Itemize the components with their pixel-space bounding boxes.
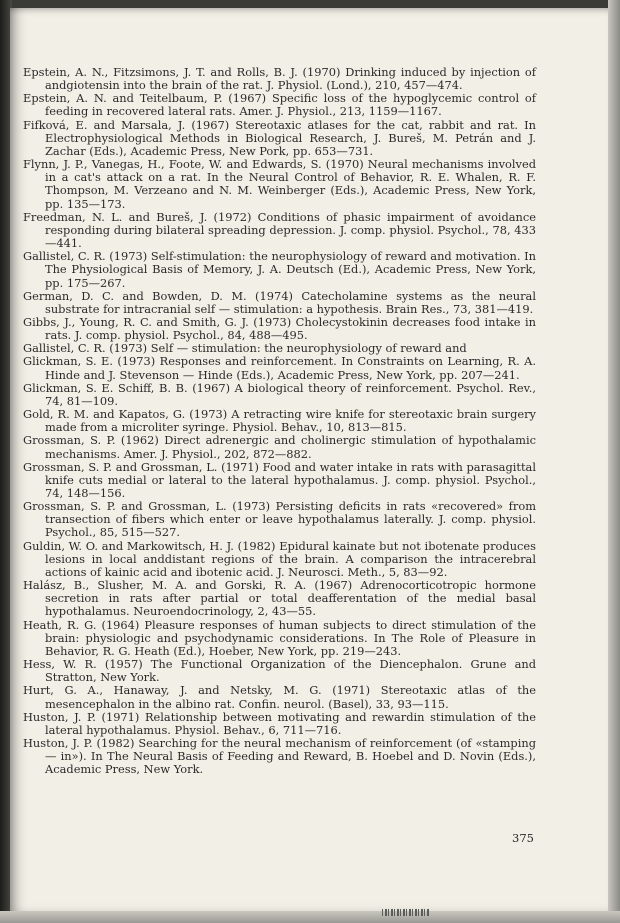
reference-list	[23, 66, 536, 776]
reference-entry: Grossman, S. P. and Grossman, L. (1971) Food and water intake in rats with parasagittal knife cuts medial or lateral to the lateral hypothalamus. J. comp. physiol. Psychol., 74, 148—156.	[23, 459, 536, 500]
reference-entry: Huston, J. P. (1971) Relationship between motivating and rewardin stimulation of the lateral hypothalamus. Physiol. Behav., 6, 711—716.	[23, 709, 536, 737]
reference-entry: Glickman, S. E. Schiff, B. B. (1967) A biological theory of reinforcement. Psychol. Rev., 74, 81—109.	[23, 380, 536, 408]
page-number: 375	[512, 831, 534, 845]
reference-entry: Gibbs, J., Young, R. C. and Smith, G. J. (1973) Cholecystokinin decreases food intake in rats. J. comp. physiol. Psychol., 84, 488—495.	[23, 314, 536, 343]
reference-entry: Grossman, S. P. (1962) Direct adrenergic and cholinergic stimulation of hypothalamic mechanisms. Amer. J. Physiol., 202, 872—882.	[23, 433, 536, 461]
reference-entry: Glickman, S. E. (1973) Responses and reinforcement. In Constraints on Learning, R. A. Hinde and J. Stevenson — Hinde (Eds.), Academic Press, New York, pp. 207—241.	[23, 354, 536, 382]
reference-entry: Halász, B., Slusher, M. A. and Gorski, R. A. (1967) Adrenocorticotropic hormone secretion in rats after partial or total deafferentation of the medial basal hypothalamus. Neuroendocrinology, 2, 43—55.	[23, 578, 536, 619]
reference-entry: Epstein, A. N. and Teitelbaum, P. (1967) Specific loss of the hypoglycemic control of feeding in recovered lateral rats. Amer. J. Physiol., 213, 1159—1167.	[23, 91, 536, 119]
reference-entry: Heath, R. G. (1964) Pleasure responses of human subjects to direct stimulation of the brain: physiologic and psychodynamic considerations. In The Role of Pleasure in Behavior, R. G. Heath (Ed.), Hoeber, New York, pp. 219—243.	[23, 617, 536, 658]
page-bottom-edge	[0, 911, 620, 923]
reference-entry: Hess, W. R. (1957) The Functional Organization of the Diencephalon. Grune and Stratton, New York.	[23, 657, 536, 685]
reference-entry: German, D. C. and Bowden, D. M. (1974) Catecholamine systems as the neural substrate for intracranial self — stimulation: a hypothesis. Brain Res., 73, 381—419.	[23, 288, 536, 316]
reference-entry: Freedman, N. L. and Bureš, J. (1972) Conditions of phasic impairment of avoidance responding during bilateral spreading depression. J. comp. physiol. Psychol., 78, 433—441.	[23, 209, 536, 251]
reference-entry: Grossman, S. P. and Grossman, L. (1973) Persisting deficits in rats «recovered» from transection of fibers which enter or leave hypothalamus laterally. J. comp. physiol. Psychol., 85, 515—527.	[23, 499, 536, 540]
page-right-edge	[608, 0, 620, 923]
reference-entry: Gallistel, C. R. (1973) Self — stimulation: the neurophysiology of reward and	[23, 341, 467, 356]
barcode-strip	[382, 909, 430, 916]
reference-entry: Flynn, J. P., Vanegas, H., Foote, W. and Edwards, S. (1970) Neural mechanisms involved in a cat's attack on a rat. In the Neural Control of Behavior, R. E. Whalen, R. F. Thompson, M. Verzeano and N. M. Weinberger (Eds.), Academic Press, New York, pp. 135—173.	[23, 157, 536, 211]
reference-entry: Gold, R. M. and Kapatos, G. (1973) A retracting wire knife for stereotaxic brain surgery made from a microliter syringe. Physiol. Behav., 10, 813—815.	[23, 407, 536, 435]
reference-entry: Epstein, A. N., Fitzsimons, J. T. and Rolls, B. J. (1970) Drinking induced by injection of andgiotensin into the brain of the rat. J. Physiol. (Lond.), 210, 457—474.	[23, 65, 536, 93]
reference-entry: Fifková, E. and Marsala, J. (1967) Stereotaxic atlases for the cat, rabbit and rat. In Electrophysiological Methods in Biological Research, J. Bureš, M. Petrán and J. Zachar (Eds.), Academic Press, New Pork, pp. 653—731.	[23, 117, 536, 158]
reference-entry: Hurt, G. A., Hanaway, J. and Netsky, M. G. (1971) Stereotaxic atlas of the mesencephalon in the albino rat. Confin. neurol. (Basel), 33, 93—115.	[23, 683, 536, 711]
reference-entry: Gallistel, C. R. (1973) Self-stimulation: the neurophysiology of reward and motivation. In The Physiological Basis of Memory, J. A. Deutsch (Ed.), Academic Press, New York, pp. 175—267.	[23, 249, 536, 290]
reference-entry: Huston, J. P. (1982) Searching for the neural mechanism of reinforcement (of «stamping — in»). In The Neural Basis of Feeding and Reward, B. Hoebel and D. Novin (Eds.), Academic Press, New York.	[23, 735, 536, 777]
reference-entry: Guldin, W. O. and Markowitsch, H. J. (1982) Epidural kainate but not ibotenate produces lesions in local anddistant regions of the brain. A comparison the intracerebral actions of kainic acid and ibotenic acid. J. Neurosci. Meth., 5, 83—92.	[23, 538, 536, 579]
